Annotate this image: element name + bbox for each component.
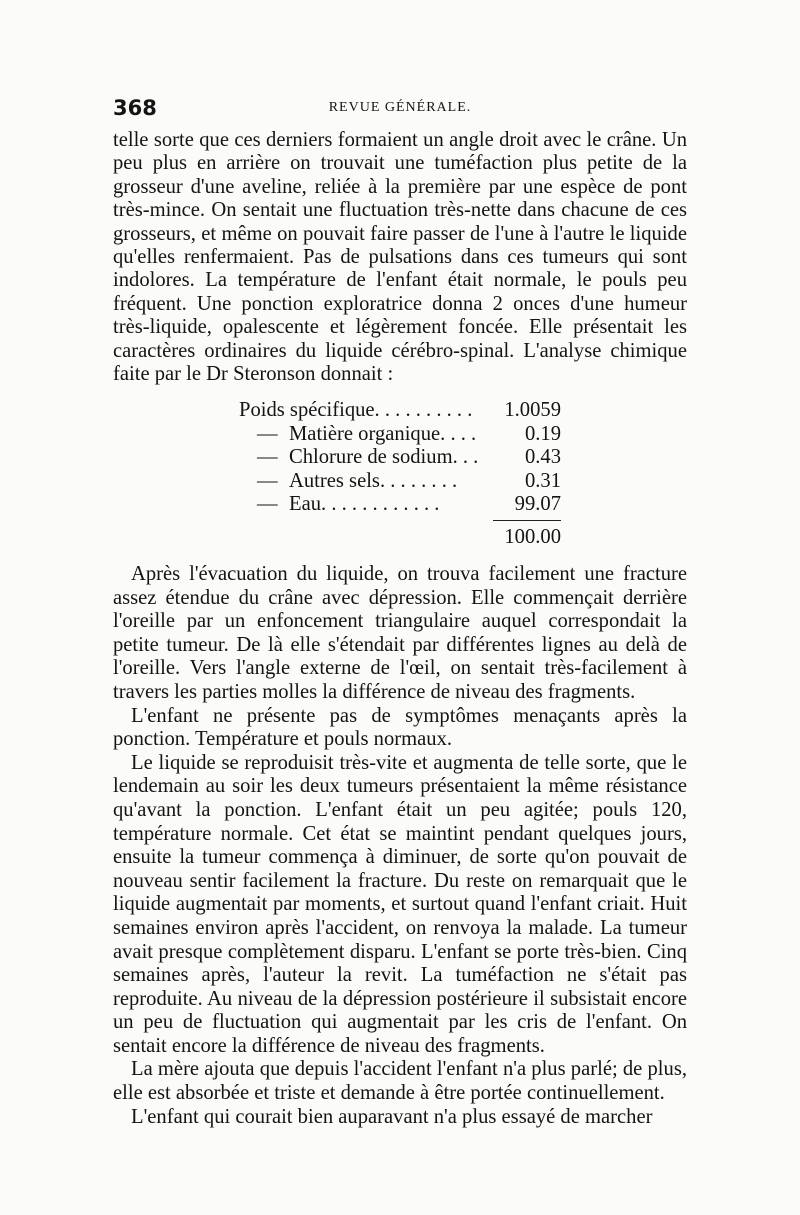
analysis-value: 0.31 [524,469,561,492]
ditto-dash: — [257,422,278,445]
analysis-value: 99.07 [514,493,561,515]
body-text-top [113,129,687,386]
analysis-value: 0.19 [524,422,561,445]
body-text-bottom [113,563,687,1129]
analysis-row [239,493,579,517]
chemical-analysis-table [239,399,579,548]
paragraph-1: telle sorte que ces derniers formaient un angle droit avec le crâne. Un peu plus en arrière on trouvait une tuméfaction plus petite de la grosseur d'une aveline, reliée à la première par une espèce de pont très-mince. On sentait une fluctuation très-nette dans chacune de ces grosseurs, et même on pouvait faire passer de l'une à l'autre le liquide qu'elles renfermaient. Pas de pulsations dans ces tumeurs qui sont indolores. La température de l'enfant était normale, le pouls peu fréquent. Une ponction exploratrice donna 2 onces d'une humeur très-liquide, opalescente et légèrement foncée. Elle présentait les caractères ordinaires du liquide cérébro-spinal. L'analyse chimique faite par le Dr Steronson donnait : [113,129,687,386]
analysis-value: 0.43 [524,446,561,468]
ditto-dash: — [257,493,278,515]
analysis-label: Chlorure de sodium. . . [289,446,479,468]
page-number: 368 [113,96,157,120]
analysis-total: 100.00 [504,526,561,548]
paragraph-4: Le liquide se reproduisit très-vite et augmenta de telle sorte, que le lendemain au soir les deux tumeurs présentaient la même résistance qu'avant la ponction. L'enfant était un peu agitée; pouls 120, température normale. Cet état se maintint pendant quelques jours, ensuite la tumeur commença à diminuer, de sorte qu'on pouvait de nouveau sentir facilement la fracture. Du reste on remarquait que le liquide augmentait par moments, et surtout quand l'enfant criait. Huit semaines environ après l'accident, on renvoya la malade. La tumeur avait presque complètement disparu. L'enfant se porte très-bien. Cinq semaines après, l'auteur la revit. La tuméfaction ne s'était pas reproduite. Au niveau de la dépression postérieure il subsistait encore un peu de fluctuation qui augmentait par les cris de l'enfant. On sentait encore la différence de niveau des fragments. [113,751,687,1057]
ditto-dash: — [257,446,278,468]
analysis-label: Eau. . . . . . . . . . . . [289,493,440,515]
paragraph-2: Après l'évacuation du liquide, on trouva facilement une fracture assez étendue du crâne avec dépression. Elle commençait derrière l'oreille par un enfoncement triangulaire auquel correspondait la petite tumeur. De là elle s'étendait par différentes lignes au delà de l'oreille. Vers l'angle externe de l'œil, on sentait très-facilement à travers les parties molles la différence de niveau des fragments. [113,563,687,703]
analysis-label: Poids spécifique. . . . . . . . . . [239,399,473,421]
sum-rule [493,520,561,521]
analysis-row [239,446,579,470]
analysis-row [239,399,579,423]
paragraph-5: La mère ajouta que depuis l'accident l'enfant n'a plus parlé; de plus, elle est absorbée et triste et demande à être portée continuellement. [113,1058,687,1105]
analysis-label: Autres sels. . . . . . . . [289,469,458,492]
page-header [113,96,687,124]
paragraph-6: L'enfant qui courait bien auparavant n'a plus essayé de marcher [131,1105,653,1128]
running-title: REVUE GÉNÉRALE. [328,100,472,115]
analysis-value: 1.0059 [504,399,561,421]
paragraph-3: L'enfant ne présente pas de symptômes menaçants après la ponction. Température et pouls normaux. [113,704,687,751]
ditto-dash: — [257,469,278,492]
analysis-row [239,423,579,447]
analysis-label: Matière organique. . . . [289,422,477,445]
analysis-row [239,470,579,494]
